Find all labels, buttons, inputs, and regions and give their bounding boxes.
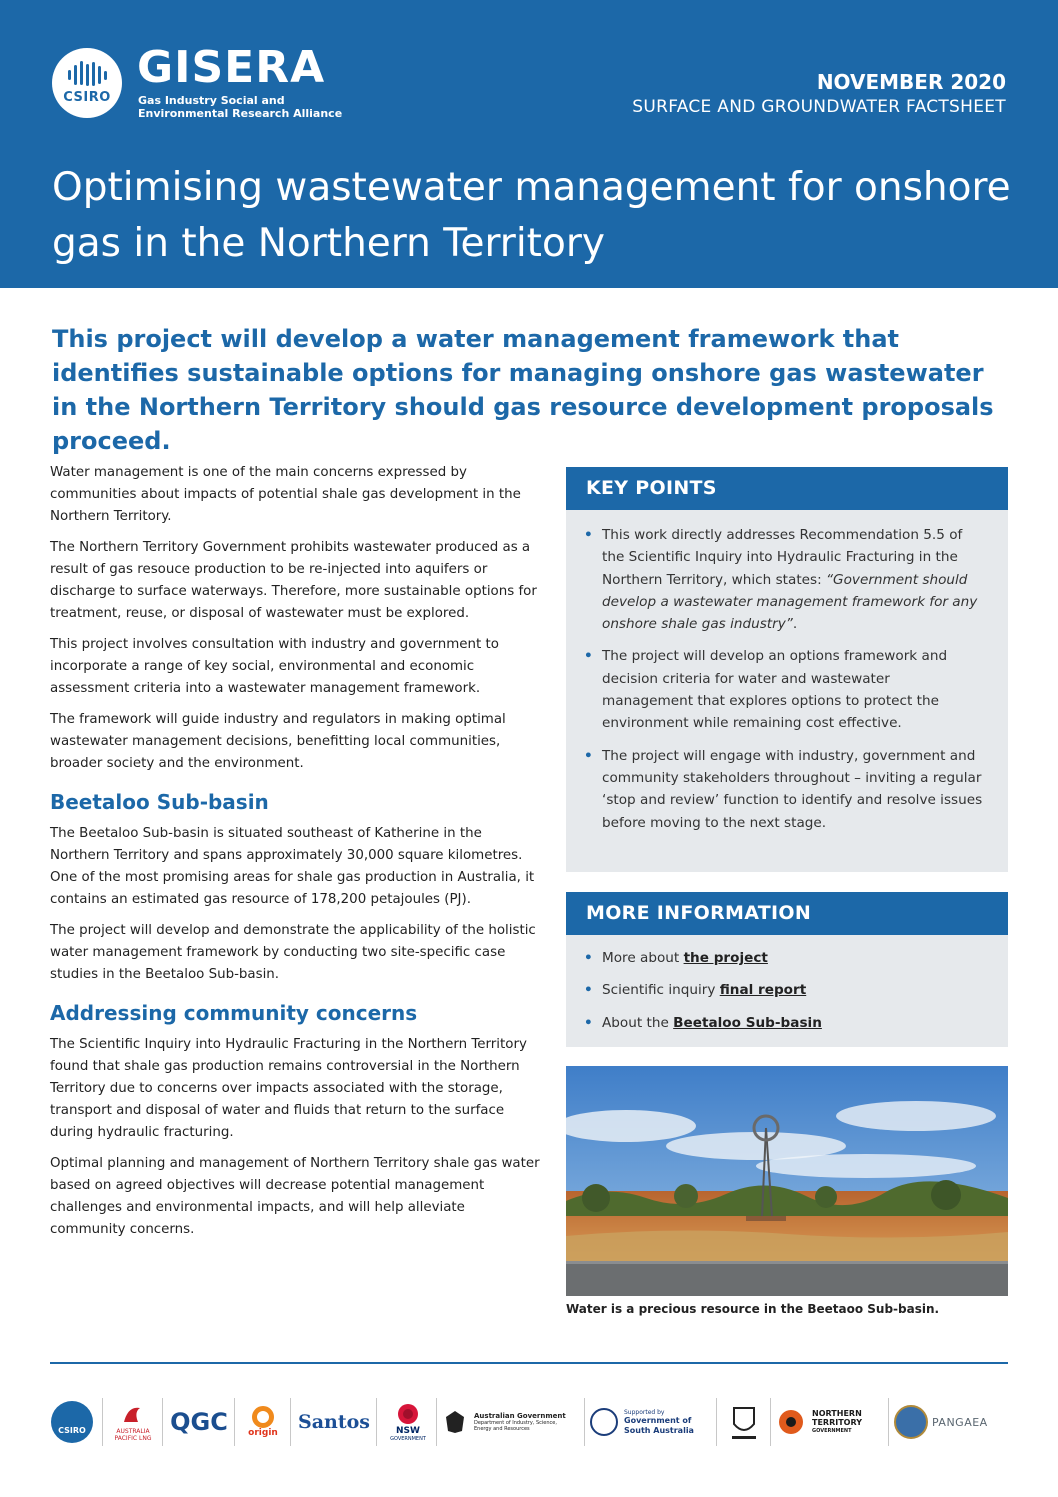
paragraph: The framework will guide industry and regulators in making optimal wastewater management decisions, benefitting local communities, broader society and the environment. (50, 712, 506, 771)
paragraph: Optimal planning and management of Northern Territory shale gas water based on agreed objectives will decrease potential management challenges and environmental impacts, and will help alleviate community concerns. (50, 1156, 540, 1237)
paragraph: This project involves consultation with industry and government to incorporate a range of key social, environmental and economic assessment criteria into a wastewater management framework. (50, 637, 499, 696)
intro-statement: This project will develop a water management framework that identifies sustainable options for managing onshore gas wastewater in the Northern Territory should gas resource development proposals proceed. (52, 325, 994, 455)
link-the-project[interactable]: the project (683, 950, 768, 966)
csiro-footer-logo: CSIRO (50, 1392, 94, 1452)
brand-name: GISERA (137, 42, 326, 93)
key-point: • The project will develop an options framework and decision criteria for water and wastewater management that explores options to protect the environment while remaining cost effective. (584, 645, 984, 734)
desert-rose-icon (776, 1407, 806, 1437)
partner-logos (50, 1392, 1008, 1452)
queensland-crest-logo (722, 1392, 766, 1452)
apl-mark-icon (120, 1402, 146, 1428)
origin-sun-icon (252, 1406, 274, 1428)
origin-logo: origin (240, 1392, 286, 1452)
bullet-icon: • (584, 950, 593, 966)
globe-icon (894, 1405, 928, 1439)
bullet-icon: • (584, 747, 593, 764)
csiro-bars-icon (66, 60, 108, 88)
header-banner (0, 0, 1058, 288)
more-info-box (566, 935, 1008, 1047)
logo-separator (716, 1398, 717, 1446)
csiro-logo (52, 48, 122, 118)
paragraph: The Beetaloo Sub-basin is situated southeast of Katherine in the Northern Territory and spans approximately 30,000 square kilometres. One of the most promising areas for shale gas production in Australia, it contains an estimated gas resource of 178,200 petajoules (PJ). (50, 826, 535, 907)
logo-separator (584, 1398, 585, 1446)
more-info-item: • About the Beetaloo Sub-basin (584, 1012, 984, 1034)
link-beetaloo-sub-basin[interactable]: Beetaloo Sub-basin (673, 1014, 822, 1031)
bullet-icon: • (584, 648, 593, 665)
publication-date: NOVEMBER 2020 (816, 70, 1006, 94)
bullet-icon: • (584, 982, 593, 999)
logo-separator (888, 1398, 889, 1446)
south-australia-logo: Supported by Government of South Australia (590, 1392, 714, 1452)
more-info-heading: MORE INFORMATION (566, 892, 1008, 935)
paragraph: The project will develop and demonstrate the applicability of the holistic water management framework by conducting two site-specific case studies in the Beetaloo Sub-basin. (50, 923, 536, 982)
brand-subtitle: Gas Industry Social and Environmental Research Alliance (138, 94, 343, 120)
heading-community-concerns: Addressing community concerns (50, 1001, 418, 1025)
csiro-logo-text: CSIRO (63, 90, 111, 105)
more-info-item: • Scientific inquiry final report (584, 979, 984, 1001)
bullet-icon: • (584, 527, 593, 543)
paragraph: The Northern Territory Government prohibits wastewater produced as a result of gas resouce production to be re-injected into aquifers or discharge to surface waterways. Therefore, more sustainable options for treatment, reuse, or disposal of wastewater must be explored. (50, 540, 537, 621)
pangaea-logo: PANGAEA (894, 1392, 1008, 1452)
logo-separator (376, 1398, 377, 1446)
key-point: • This work directly addresses Recommendation 5.5 of the Scientific Inquiry into Hydraulic Fracturing in the Northern Territory, which states: “Government should develop a wastewater management framework for any onshore shale gas industry”. (584, 524, 984, 635)
logo-separator (290, 1398, 291, 1446)
heading-beetaloo: Beetaloo Sub-basin (50, 790, 269, 814)
page-title: Optimising wastewater management for onshore gas in the Northern Territory (52, 165, 1011, 266)
logo-separator (162, 1398, 163, 1446)
nsw-logo: NSW GOVERNMENT (384, 1392, 432, 1452)
more-info-item: • More about the project (584, 947, 984, 969)
logo-separator (234, 1398, 235, 1446)
qgc-logo: QGC (170, 1408, 228, 1436)
santos-logo: Santos (298, 1411, 370, 1433)
logo-separator (770, 1398, 771, 1446)
sa-crest-icon (590, 1408, 618, 1436)
logo-separator (102, 1398, 103, 1446)
waratah-icon (393, 1402, 423, 1426)
key-point: • The project will engage with industry, government and community stakeholders throughout – inviting a regular ‘stop and review’ function to identify and resolve issues before moving to the next stage. (584, 745, 984, 834)
photo-caption: Water is a precious resource in the Beetaoo Sub-basin. (566, 1302, 940, 1316)
apl-logo: AUSTRALIA PACIFIC LNG (108, 1392, 158, 1452)
northern-territory-government-logo: NORTHERN TERRITORY GOVERNMENT (776, 1392, 886, 1452)
key-points-box (566, 510, 1008, 872)
factsheet-series: SURFACE AND GROUNDWATER FACTSHEET (632, 97, 1006, 117)
logo-separator (436, 1398, 437, 1446)
bullet-icon: • (584, 1014, 593, 1031)
link-final-report[interactable]: final report (719, 982, 807, 999)
windmill-landscape-photo (566, 1066, 1008, 1296)
australian-government-logo: Australian Government Department of Industry, Science, Energy and Resources (442, 1392, 580, 1452)
paragraph: The Scientific Inquiry into Hydraulic Fracturing in the Northern Territory found that shale gas production remains controversial in the Northern Territory due to concerns over impacts associated with the storage, transport and disposal of water and fluids that return to the surface during hydraulic fracturing. (50, 1037, 527, 1140)
paragraph: Water management is one of the main concerns expressed by communities about impacts of potential shale gas development in the Northern Territory. (50, 465, 521, 524)
main-column (50, 462, 544, 1250)
queensland-crest-icon (728, 1402, 760, 1442)
key-points-heading: KEY POINTS (566, 467, 1008, 510)
coat-of-arms-icon (442, 1409, 468, 1435)
footer-divider (50, 1362, 1008, 1364)
